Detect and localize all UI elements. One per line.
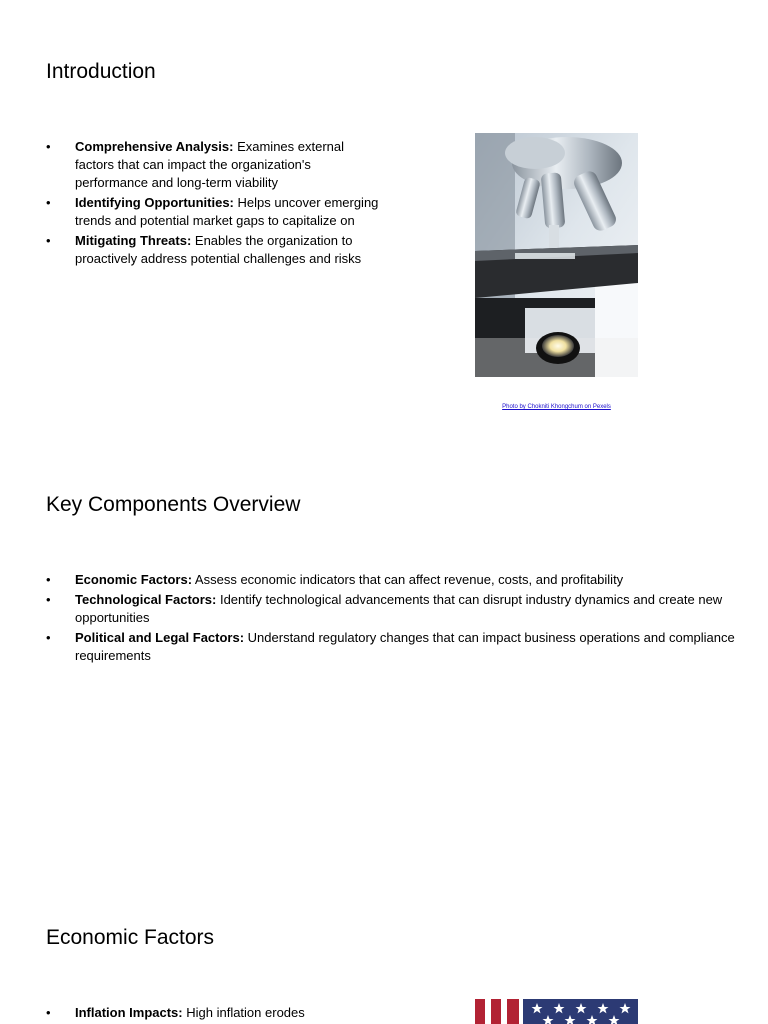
bullet-term: Economic Factors: (75, 572, 193, 587)
slide-title: Economic Factors (46, 926, 215, 949)
list-item (46, 591, 736, 627)
bullet-text: Examines external factors that can impact the organization's performance and long-term viability (75, 139, 345, 190)
bullet-icon: • (46, 630, 51, 645)
bullet-term: Mitigating Threats: (75, 233, 192, 248)
photo-credit-link[interactable]: Photo by Chokniti Khongchum on Pexels (502, 404, 611, 410)
slide-introduction (0, 0, 768, 433)
bullet-text: Helps uncover emerging trends and potential market gaps to capitalize on (75, 195, 379, 228)
bullet-list (46, 1004, 386, 1024)
bullet-icon: • (46, 572, 51, 587)
bullet-text: Enables the organization to proactively address potential challenges and risks (75, 233, 362, 266)
bullet-icon: • (46, 1005, 51, 1020)
slide-key-components (0, 433, 768, 866)
bullet-icon: • (46, 592, 51, 607)
slide-economic-factors (0, 866, 768, 1024)
us-flag-photo (475, 999, 638, 1024)
list-item (46, 1004, 386, 1022)
list-item (46, 571, 736, 589)
list-item (46, 138, 386, 192)
list-item (46, 629, 736, 665)
bullet-term: Technological Factors: (75, 592, 217, 607)
bullet-text: Understand regulatory changes that can impact business operations and compliance requirements (75, 630, 735, 663)
bullet-text: High inflation erodes (182, 1005, 305, 1020)
bullet-list (46, 571, 736, 667)
bullet-term: Comprehensive Analysis: (75, 139, 234, 154)
slide-title: Key Components Overview (46, 493, 301, 516)
bullet-term: Inflation Impacts: (75, 1005, 183, 1020)
list-item (46, 232, 386, 268)
microscope-photo (475, 133, 638, 377)
list-item (46, 194, 386, 230)
bullet-term: Political and Legal Factors: (75, 630, 245, 645)
slide-title: Introduction (46, 60, 156, 83)
bullet-list (46, 138, 386, 270)
bullet-icon: • (46, 195, 51, 210)
bullet-icon: • (46, 139, 51, 154)
bullet-icon: • (46, 233, 51, 248)
bullet-term: Identifying Opportunities: (75, 195, 234, 210)
bullet-text: Identify technological advancements that can disrupt industry dynamics and create new opportunities (75, 592, 723, 625)
bullet-text: Assess economic indicators that can affect revenue, costs, and profitability (192, 572, 624, 587)
